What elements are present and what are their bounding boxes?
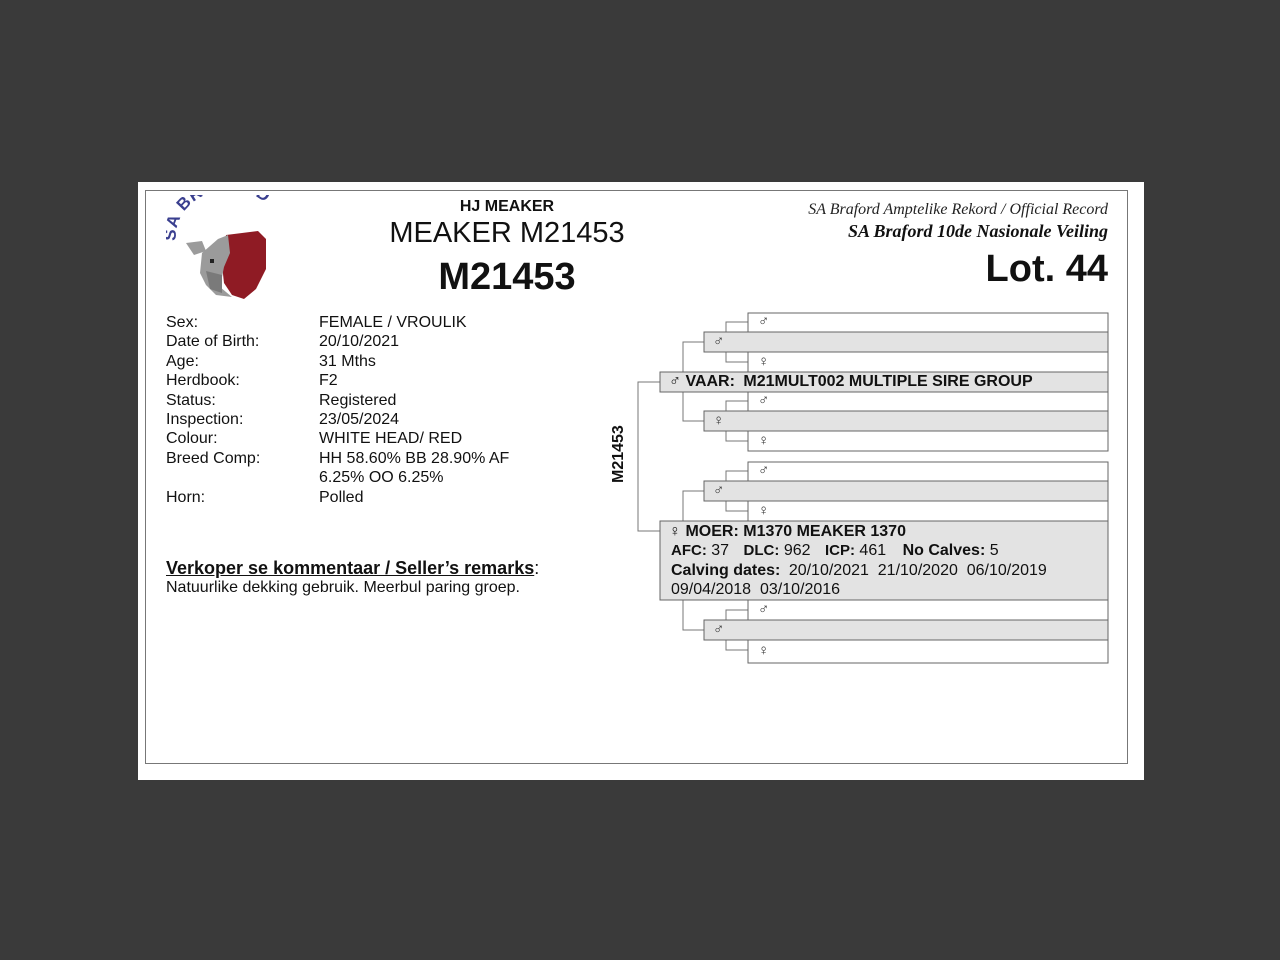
- pedigree-box-gp: [704, 411, 1108, 431]
- dd-connector-top: [726, 610, 748, 620]
- pedigree-box-ggp: [748, 431, 1108, 451]
- calves-label: No Calves:: [902, 542, 986, 559]
- pedigree-box-ggp: [748, 313, 1108, 332]
- dlc-value: 962: [783, 542, 811, 559]
- info-label: Breed Comp:: [166, 449, 261, 467]
- female-symbol-icon: ♀: [669, 523, 681, 540]
- female-symbol-icon: ♀: [713, 412, 725, 429]
- afc-value: 37: [711, 542, 730, 559]
- info-value: 23/05/2024: [319, 411, 400, 429]
- info-value: HH 58.60% BB 28.90% AF 6.25% OO 6.25%: [319, 449, 510, 487]
- pedigree-box-ggp: [748, 600, 1108, 620]
- dam-grand-connector-bottom: [683, 600, 704, 630]
- male-symbol-icon: ♂: [713, 482, 725, 499]
- info-label: Age:: [166, 352, 199, 370]
- afc-label: AFC:: [671, 542, 707, 559]
- female-symbol-icon: ♀: [758, 502, 770, 519]
- sire-value: M21MULT002 MULTIPLE SIRE GROUP: [743, 373, 1033, 390]
- info-label: Colour:: [166, 430, 218, 448]
- dam-stats: [671, 542, 999, 560]
- male-symbol-icon: ♂: [758, 601, 770, 618]
- info-value: 31 Mths: [319, 352, 376, 370]
- pedigree-box-ggp: [748, 392, 1108, 411]
- sire-grand-connector-top: [683, 342, 704, 372]
- remarks-colon: :: [534, 558, 540, 578]
- male-symbol-icon: ♂: [758, 392, 770, 409]
- info-label: Status:: [166, 391, 216, 409]
- dam-value: M1370 MEAKER 1370: [743, 523, 906, 540]
- info-value: F2: [319, 372, 338, 390]
- info-value: Polled: [319, 488, 364, 506]
- calving-dates-line1: [671, 562, 1047, 580]
- ss-connector-top: [726, 322, 748, 332]
- calving-label: Calving dates:: [671, 562, 781, 579]
- animal-name: MEAKER M21453: [389, 217, 625, 249]
- info-label: Horn:: [166, 488, 206, 506]
- male-symbol-icon: ♂: [758, 313, 770, 330]
- female-symbol-icon: ♀: [758, 353, 770, 370]
- breeder-name: HJ MEAKER: [459, 198, 555, 215]
- pedigree-subject-id: M21453: [610, 425, 627, 483]
- info-value: Registered: [319, 391, 397, 409]
- male-symbol-icon: ♂: [669, 373, 681, 390]
- official-record-title: SA Braford Amptelike Rekord / Official Record: [808, 201, 1108, 218]
- icp-value: 461: [859, 542, 887, 559]
- logo-text: B: [172, 195, 196, 215]
- info-label: Date of Birth:: [166, 333, 260, 351]
- ds-connector-bottom: [726, 501, 748, 511]
- icp-label: ICP:: [824, 542, 855, 559]
- male-symbol-icon: ♂: [713, 621, 725, 638]
- male-symbol-icon: ♂: [758, 462, 770, 479]
- pedigree-box-ggp: [748, 462, 1108, 481]
- calving-dates-2: 09/04/2018 03/10/2016: [671, 581, 841, 598]
- dd-connector-bottom: [726, 640, 748, 650]
- female-symbol-icon: ♀: [758, 642, 770, 659]
- subject-connector: [638, 382, 660, 531]
- female-symbol-icon: ♀: [758, 432, 770, 449]
- info-value: WHITE HEAD/ RED: [319, 430, 463, 448]
- remarks-text: Natuurlike dekking gebruik. Meerbul paring groep.: [166, 579, 520, 596]
- pedigree-box-ggp: [748, 352, 1108, 372]
- info-label: Herdbook:: [166, 372, 240, 390]
- sire-grand-connector-bottom: [683, 392, 704, 421]
- pedigree-box-ggp: [748, 640, 1108, 663]
- ss-connector-bottom: [726, 352, 748, 362]
- info-value: 20/10/2021: [319, 333, 400, 351]
- sd-connector-bottom: [726, 431, 748, 441]
- sire-line: [669, 373, 1033, 391]
- sire-label: VAAR:: [685, 373, 735, 390]
- male-symbol-icon: ♂: [713, 333, 725, 350]
- pedigree-box-gp: [704, 620, 1108, 640]
- pedigree-box-gp: [704, 481, 1108, 501]
- calves-value: 5: [989, 542, 999, 559]
- dam-grand-connector-top: [683, 491, 704, 521]
- info-label: Sex:: [166, 314, 199, 331]
- info-label: Inspection:: [166, 411, 244, 429]
- dam-label: MOER:: [685, 523, 739, 540]
- auction-title: SA Braford 10de Nasionale Veiling: [847, 221, 1108, 241]
- remarks-title-text: Verkoper se kommentaar / Seller’s remarks: [166, 558, 535, 578]
- calving-dates-1: 20/10/2021 21/10/2020 06/10/2019: [788, 562, 1047, 579]
- pedigree-box-gp: [704, 332, 1108, 352]
- dlc-label: DLC:: [743, 542, 780, 559]
- lot-number: Lot. 44: [985, 248, 1108, 290]
- pedigree-box-ggp: [748, 501, 1108, 521]
- ds-connector-top: [726, 471, 748, 481]
- sd-connector-top: [726, 401, 748, 411]
- animal-id: M21453: [438, 256, 576, 298]
- dam-line: [669, 523, 906, 541]
- info-value: FEMALE / VROULIK: [319, 314, 467, 331]
